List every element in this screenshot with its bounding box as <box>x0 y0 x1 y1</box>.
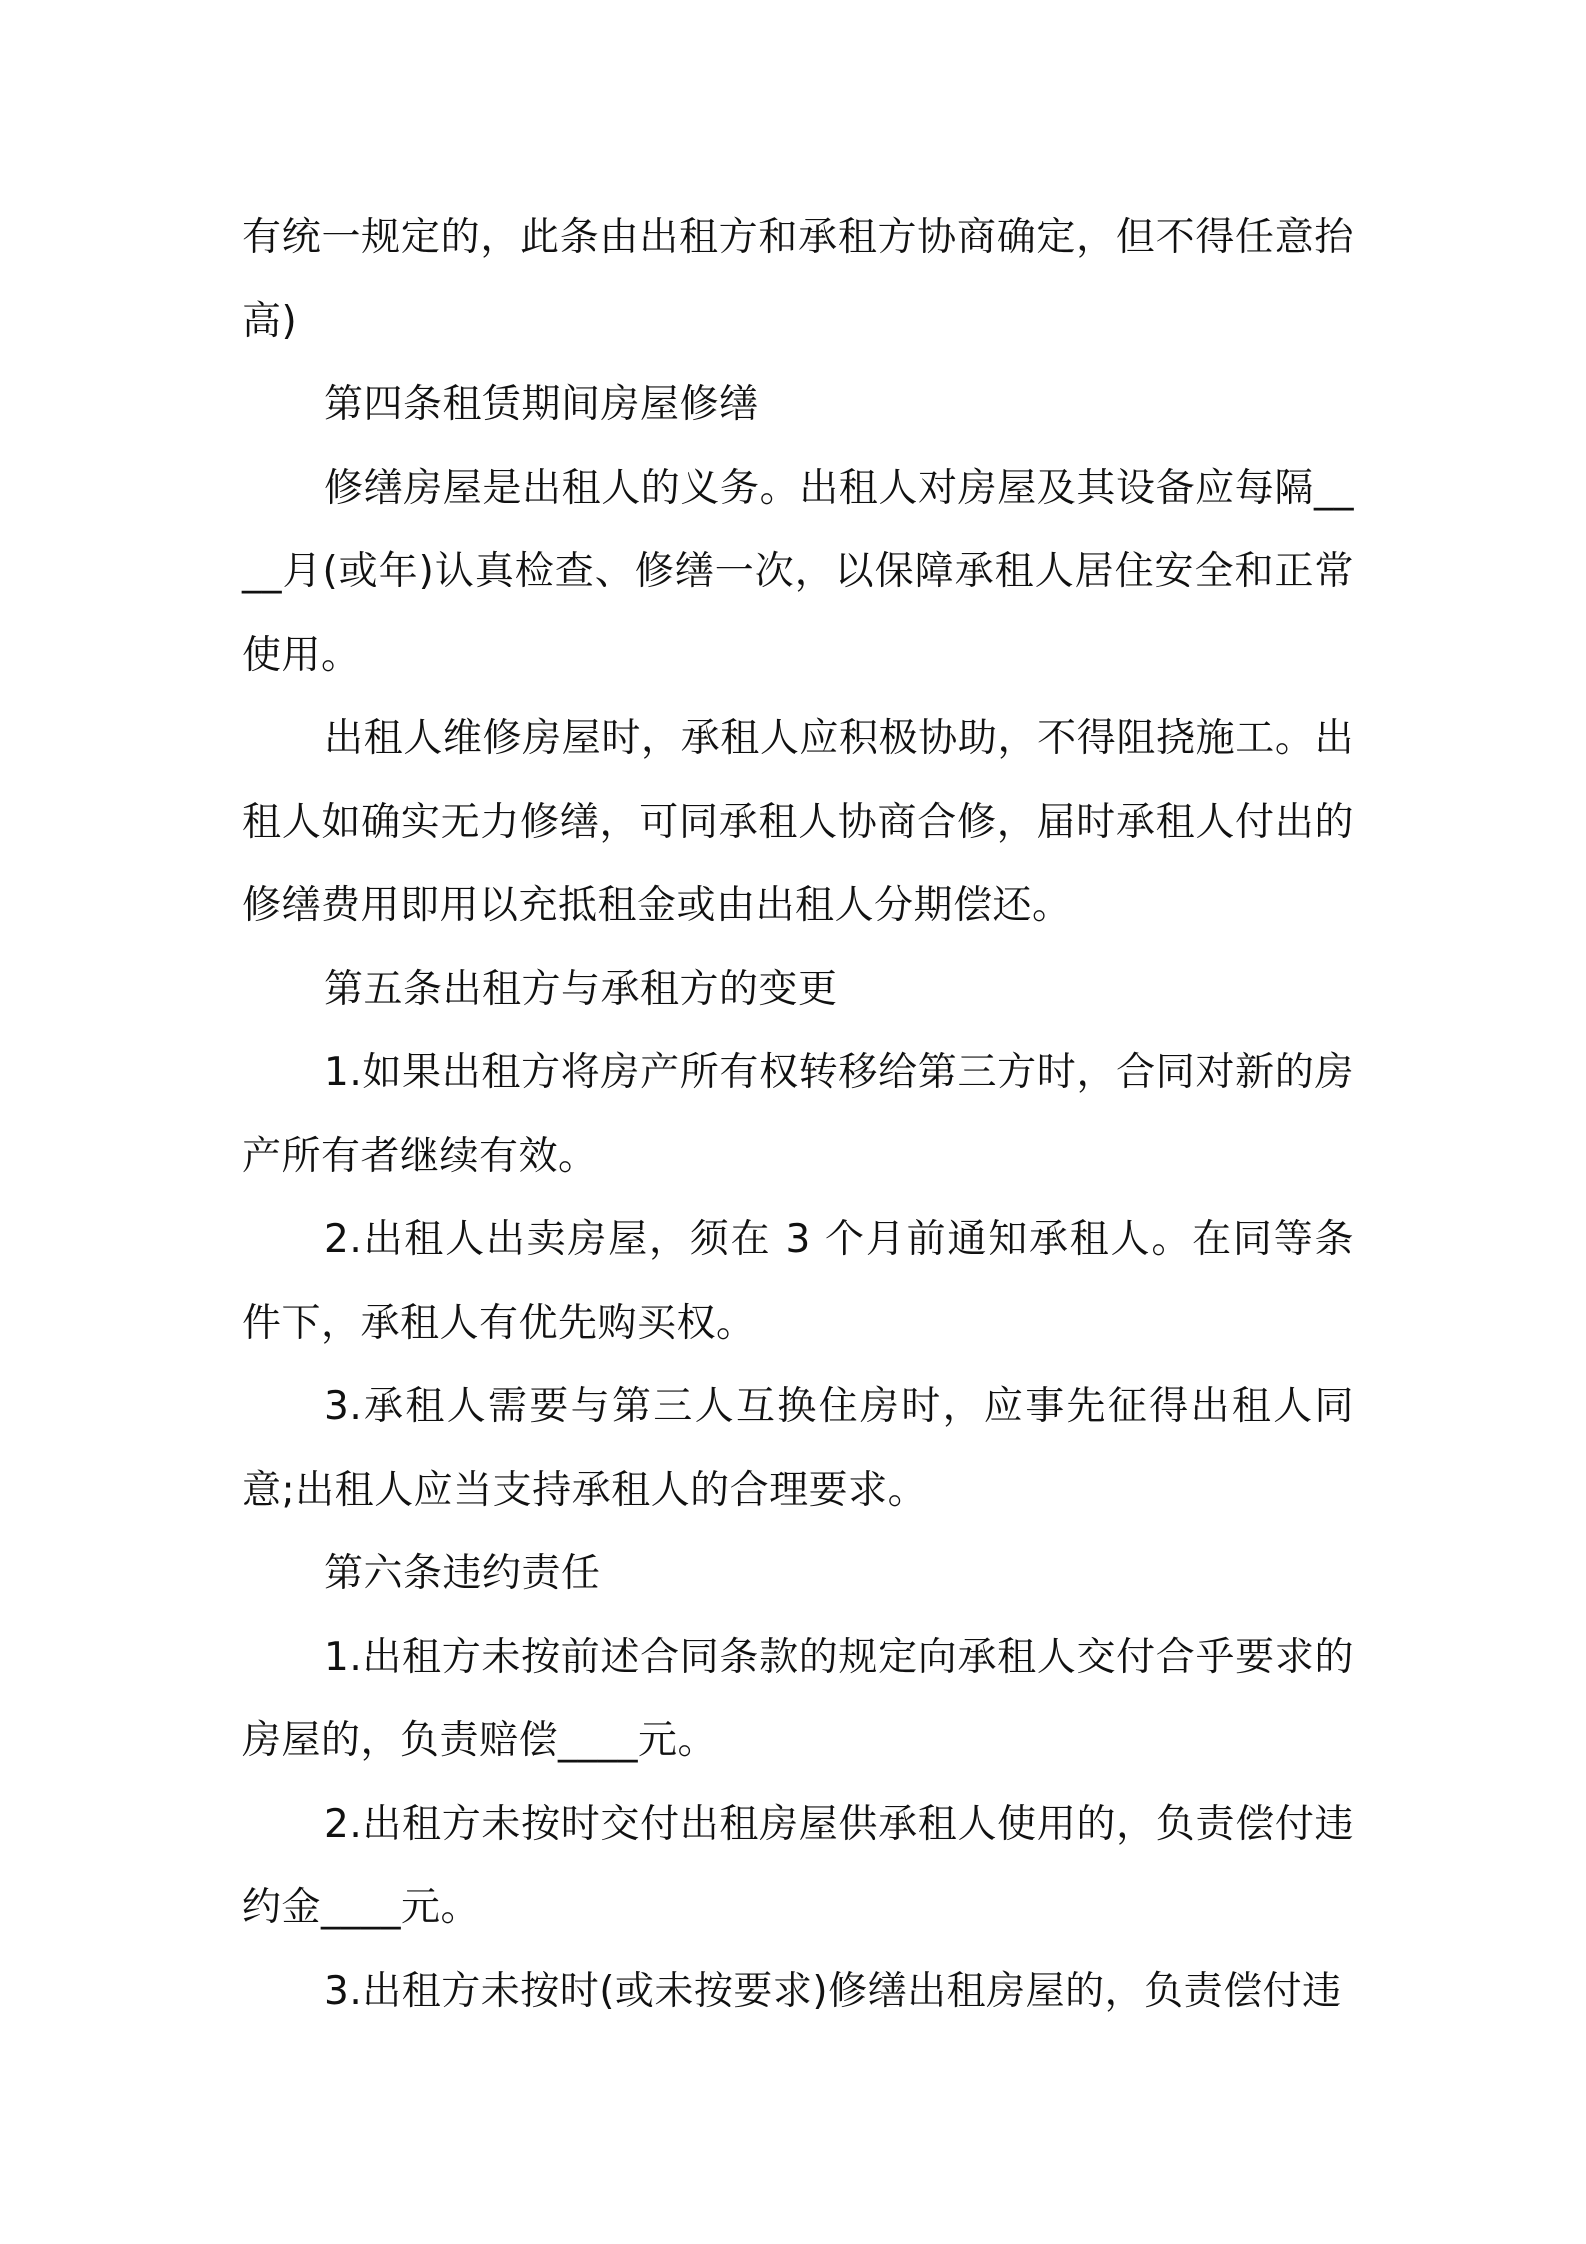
article-6-heading: 第六条违约责任 <box>324 1551 601 1596</box>
paragraph-repair-cooperation: 出租人维修房屋时，承租人应积极协助，不得阻挠施工。出租人如确实无力修缮，可同承租人协商合修，届时承租人付出的修缮费用即用以充抵租金或由出租人分期偿还。 <box>242 716 1354 928</box>
paragraph-rent-continuation: 有统一规定的，此条由出租方和承租方协商确定，但不得任意抬高) <box>242 215 1354 344</box>
clause-6-1: 1.出租方未按前述合同条款的规定向承租人交付合乎要求的房屋的，负责赔偿____元。 <box>242 1634 1354 1763</box>
clause-5-1: 1.如果出租方将房产所有权转移给第三方时，合同对新的房产所有者继续有效。 <box>242 1050 1354 1179</box>
paragraph-repair-duty: 修缮房屋是出租人的义务。出租人对房屋及其设备应每隔____月(或年)认真检查、修缮一次，以保障承租人居住安全和正常使用。 <box>242 465 1354 678</box>
article-4-heading: 第四条租赁期间房屋修缮 <box>324 382 759 427</box>
clause-6-2: 2.出租方未按时交付出租房屋供承租人使用的，负责偿付违约金____元。 <box>242 1801 1354 1930</box>
clause-5-3: 3.承租人需要与第三人互换住房时，应事先征得出租人同意;出租人应当支持承租人的合理要求。 <box>242 1384 1354 1513</box>
document-body <box>242 196 1354 2033</box>
clause-6-3: 3.出租方未按时(或未按要求)修缮出租房屋的，负责偿付违 <box>324 1968 1342 2014</box>
article-5-heading: 第五条出租方与承租方的变更 <box>324 966 838 1012</box>
clause-5-2: 2.出租人出卖房屋，须在 3 个月前通知承租人。在同等条件下，承租人有优先购买权。 <box>242 1217 1354 1346</box>
